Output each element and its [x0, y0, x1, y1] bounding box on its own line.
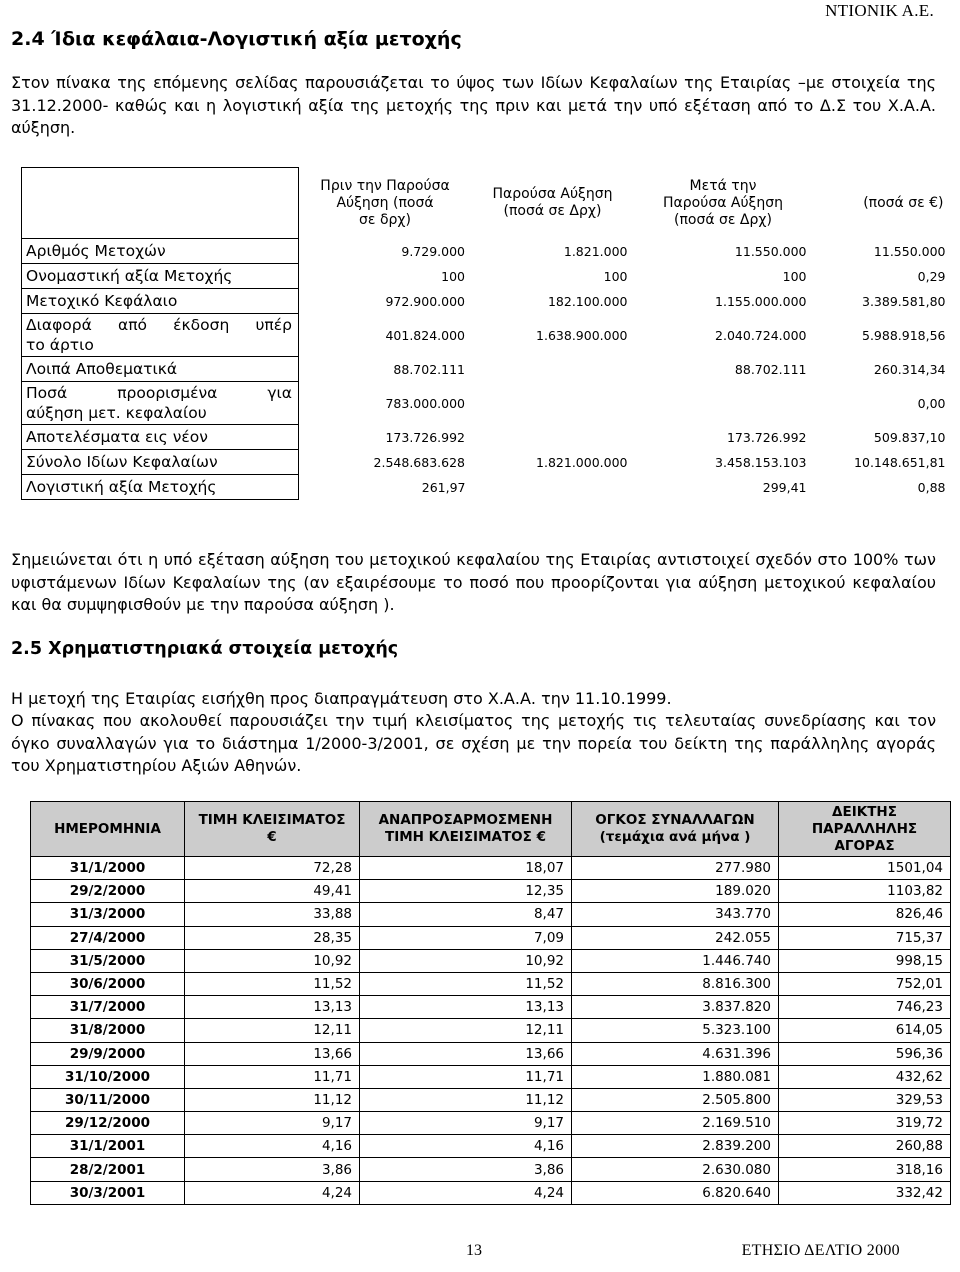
- header-date: ΗΜΕΡΟΜΗΝΙΑ: [31, 802, 185, 857]
- table-row: Ποσά προορισμένα για αύξηση μετ. κεφαλαίου 783.000.000 0,00: [22, 382, 952, 425]
- table-row: Αποτελέσματα εις νέον 173.726.992 173.726.992 509.837,10: [22, 425, 952, 450]
- table-row: Μετοχικό Κεφάλαιο 972.900.000 182.100.000 1.155.000.000 3.389.581,80: [22, 289, 952, 314]
- market-table-header: [31, 802, 951, 857]
- table-row: 29/2/2000 49,41 12,35 189.020 1103,82: [31, 880, 951, 903]
- section-title-market: 2.5 Χρηματιστηριακά στοιχεία μετοχής: [11, 639, 399, 659]
- table-row: 30/11/2000 11,12 11,12 2.505.800 329,53: [31, 1088, 951, 1111]
- table-row: 29/12/2000 9,17 9,17 2.169.510 319,72: [31, 1112, 951, 1135]
- table-row: Λοιπά Αποθεματικά 88.702.111 88.702.111 260.314,34: [22, 357, 952, 382]
- header-adjusted: ΑΝΑΠΡΟΣΑΡΜΟΣΜΕΝΗ ΤΙΜΗ ΚΛΕΙΣΙΜΑΤΟΣ €: [360, 802, 572, 857]
- table-row: 31/1/2000 72,28 18,07 277.980 1501,04: [31, 857, 951, 880]
- footer-title: ΕΤΗΣΙΟ ΔΕΛΤΙΟ 2000: [741, 1242, 900, 1259]
- listing-paragraph: Η μετοχή της Εταιρίας εισήχθη προς διαπραγμάτευση στο Χ.Α.Α. την 11.10.1999.: [11, 689, 672, 708]
- header-corner: [22, 168, 299, 239]
- header-volume: ΟΓΚΟΣ ΣΥΝΑΛΛΑΓΩΝ (τεμάχια ανά μήνα ): [572, 802, 779, 857]
- header-index: ΔΕΙΚΤΗΣ ΠΑΡΑΛΛΗΛΗΣ ΑΓΟΡΑΣ: [779, 802, 951, 857]
- section-title-equity: 2.4 Ίδια κεφάλαια-Λογιστική αξία μετοχής: [11, 28, 462, 50]
- header-euro: (ποσά σε €): [863, 195, 944, 211]
- table-row: 31/7/2000 13,13 13,13 3.837.820 746,23: [31, 996, 951, 1019]
- table-row: 31/5/2000 10,92 10,92 1.446.740 998,15: [31, 949, 951, 972]
- header-current: Παρούσα Αύξηση (ποσά σε Δρχ): [492, 186, 613, 219]
- market-table: [30, 801, 951, 1205]
- table-row: 31/8/2000 12,11 12,11 5.323.100 614,05: [31, 1019, 951, 1042]
- table-row: 30/3/2001 4,24 4,24 6.820.640 332,42: [31, 1181, 951, 1204]
- page-number: 13: [466, 1242, 482, 1259]
- equity-table: [21, 167, 952, 500]
- table-row: Λογιστική αξία Μετοχής 261,97 299,41 0,88: [22, 475, 952, 500]
- table-row: Ονομαστική αξία Μετοχής 100 100 100 0,29: [22, 264, 952, 289]
- header-after: Μετά την Παρούσα Αύξηση (ποσά σε Δρχ): [663, 177, 783, 228]
- table-row: 31/3/2000 33,88 8,47 343.770 826,46: [31, 903, 951, 926]
- table-row: 31/10/2000 11,71 11,71 1.880.081 432,62: [31, 1065, 951, 1088]
- market-table-intro: Ο πίνακας που ακολουθεί παρουσιάζει την τιμή κλεισίματος της μετοχής τις τελευταίας συνεδρίασης και τον όγκο συναλλαγών για το διάστημα 1/2000-3/2001, σε σχέση με την πορεία του δείκτη της παράλληλης αγοράς του Χρηματιστηρίου Αξιών Αθηνών.: [11, 711, 936, 775]
- table-row: Αριθμός Μετοχών 9.729.000 1.821.000 11.550.000 11.550.000: [22, 239, 952, 264]
- header-before: Πριν την Παρούσα Αύξηση (ποσά σε δρχ): [320, 177, 450, 228]
- table-row: 28/2/2001 3,86 3,86 2.630.080 318,16: [31, 1158, 951, 1181]
- company-name: ΝΤΙΟΝΙΚ Α.Ε.: [825, 1, 934, 20]
- intro-paragraph: Στον πίνακα της επόμενης σελίδας παρουσιάζεται το ύψος των Ιδίων Κεφαλαίων της Εταιρίας –με στοιχεία της 31.12.2000- καθώς και η λογιστική αξία της μετοχής της πριν και μετά την υπό εξέταση από το Δ.Σ του Χ.Α.Α. αύξηση.: [11, 73, 936, 137]
- table-row: 27/4/2000 28,35 7,09 242.055 715,37: [31, 926, 951, 949]
- table-row: Σύνολο Ιδίων Κεφαλαίων 2.548.683.628 1.821.000.000 3.458.153.103 10.148.651,81: [22, 450, 952, 475]
- note-paragraph: Σημειώνεται ότι η υπό εξέταση αύξηση του μετοχικού κεφαλαίου της Εταιρίας αντιστοιχεί σχεδόν στο 100% των υφιστάμενων Ιδίων Κεφαλαίων της (αν εξαιρέσουμε το ποσό που προορίζονται για αύξηση μετοχικού κεφαλαίου και θα συμψηφισθούν με την παρούσα αύξηση ).: [11, 550, 936, 614]
- header-close: ΤΙΜΗ ΚΛΕΙΣΙΜΑΤΟΣ €: [185, 802, 360, 857]
- table-row: 31/1/2001 4,16 4,16 2.839.200 260,88: [31, 1135, 951, 1158]
- table-row: 29/9/2000 13,66 13,66 4.631.396 596,36: [31, 1042, 951, 1065]
- equity-table-header: [22, 168, 952, 239]
- table-row: 30/6/2000 11,52 11,52 8.816.300 752,01: [31, 972, 951, 995]
- table-row: Διαφορά από έκδοση υπέρ το άρτιο 401.824.000 1.638.900.000 2.040.724.000 5.988.918,56: [22, 314, 952, 357]
